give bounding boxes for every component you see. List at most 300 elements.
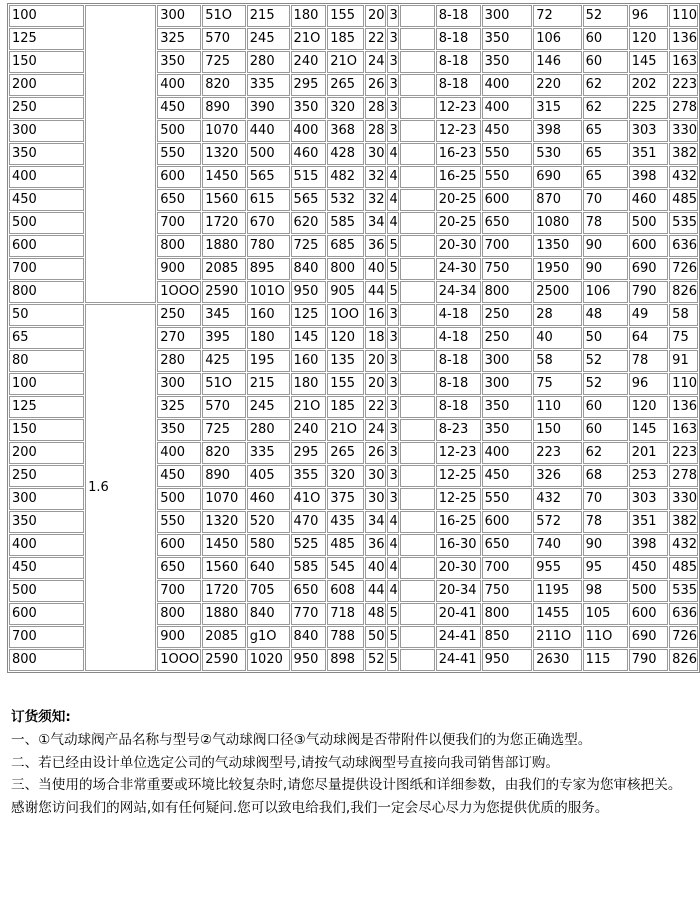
table-cell: 450 [482,465,533,487]
table-cell: 700 [157,580,201,602]
table-cell: 120 [629,396,668,418]
spacer-cell [400,304,435,326]
table-cell: 70 [583,488,628,510]
table-cell: 24 [365,419,386,441]
table-cell: 2085 [202,258,246,280]
table-cell: 1070 [202,120,246,142]
table-cell: 600 [157,166,201,188]
spacer-cell [400,120,435,142]
table-cell: 300 [482,373,533,395]
table-cell: 5 [387,235,399,257]
table-cell: 12-25 [436,488,481,510]
table-cell: 245 [247,396,290,418]
table-cell: 826 [669,281,698,303]
table-cell: 820 [202,442,246,464]
table-cell: 34 [365,511,386,533]
table-cell: 48 [365,603,386,625]
table-cell: 425 [202,350,246,372]
table-cell: 280 [247,51,290,73]
table-cell: 98 [583,580,628,602]
table-cell: 1720 [202,580,246,602]
spacer-cell [400,143,435,165]
table-cell: 550 [482,166,533,188]
table-cell: 12-25 [436,465,481,487]
table-cell: 650 [157,557,201,579]
table-cell: 60 [583,419,628,441]
table-cell: 1560 [202,189,246,211]
table-cell: 58 [533,350,581,372]
table-cell: 565 [291,189,327,211]
table-cell: 1080 [533,212,581,234]
table-cell: 900 [157,626,201,648]
table-cell: 90 [583,258,628,280]
table-cell: 400 [9,534,84,556]
table-cell: 800 [9,649,84,671]
spacer-cell [400,350,435,372]
table-cell: 21O [327,51,364,73]
table-cell: 1350 [533,235,581,257]
table-cell: 320 [327,465,364,487]
table-cell: 3 [387,28,399,50]
table-cell: 3 [387,373,399,395]
table-cell: 180 [291,373,327,395]
table-cell: 3 [387,327,399,349]
table-cell: 636 [669,603,698,625]
spacer-cell [400,166,435,188]
table-cell: 4-18 [436,327,481,349]
table-cell: 840 [291,258,327,280]
table-cell: 3 [387,465,399,487]
table-cell: 155 [327,373,364,395]
table-cell: 278 [669,97,698,119]
table-cell: 726 [669,258,698,280]
table-cell: 51O [202,373,246,395]
table-cell: 788 [327,626,364,648]
pressure-cell [85,5,156,303]
table-cell: 398 [629,166,668,188]
table-cell: 535 [669,580,698,602]
table-cell: 4 [387,166,399,188]
table-cell: 16 [365,304,386,326]
table-cell: 20-25 [436,189,481,211]
table-cell: 303 [629,488,668,510]
table-cell: g1O [247,626,290,648]
table-cell: 68 [583,465,628,487]
spacer-cell [400,235,435,257]
table-cell: 350 [157,51,201,73]
spacer-cell [400,396,435,418]
table-cell: 240 [291,419,327,441]
table-cell: 16-23 [436,143,481,165]
table-cell: 535 [669,212,698,234]
table-cell: 20 [365,5,386,27]
table-cell: 400 [482,97,533,119]
table-cell: 350 [482,419,533,441]
table-cell: 160 [291,350,327,372]
table-cell: 40 [365,557,386,579]
table-cell: 405 [247,465,290,487]
table-cell: 670 [247,212,290,234]
table-cell: 600 [482,189,533,211]
table-cell: 351 [629,143,668,165]
table-cell: 145 [629,419,668,441]
spacer-cell [400,189,435,211]
table-cell: 8-18 [436,396,481,418]
table-cell: 150 [9,419,84,441]
table-cell: 155 [327,5,364,27]
table-cell: 60 [583,28,628,50]
table-cell: 32 [365,189,386,211]
table-cell: 1450 [202,534,246,556]
table-cell: 718 [327,603,364,625]
table-cell: 62 [583,97,628,119]
table-cell: 70 [583,189,628,211]
table-cell: 450 [9,557,84,579]
table-cell: 585 [291,557,327,579]
table-cell: 608 [327,580,364,602]
table-cell: 435 [327,511,364,533]
table-cell: 150 [533,419,581,441]
table-cell: 50 [365,626,386,648]
table-cell: 120 [629,28,668,50]
spacer-cell [400,51,435,73]
table-cell: 125 [9,28,84,50]
table-cell: 90 [583,534,628,556]
table-cell: 1950 [533,258,581,280]
spacer-cell [400,258,435,280]
spacer-cell [400,603,435,625]
table-cell: 28 [533,304,581,326]
table-cell: 740 [533,534,581,556]
table-cell: 690 [629,626,668,648]
table-cell: 790 [629,281,668,303]
table-cell: 650 [482,534,533,556]
table-cell: 1OOO [157,281,201,303]
table-cell: 826 [669,649,698,671]
table-cell: 185 [327,396,364,418]
table-cell: 28 [365,97,386,119]
table-cell: 250 [482,304,533,326]
table-cell: 800 [9,281,84,303]
spacer-cell [400,212,435,234]
table-cell: 20 [365,373,386,395]
table-cell: 1450 [202,166,246,188]
table-cell: 50 [9,304,84,326]
table-cell: 905 [327,281,364,303]
table-cell: 460 [247,488,290,510]
table-cell: 300 [157,373,201,395]
table-cell: 300 [482,350,533,372]
table-cell: 8-18 [436,5,481,27]
table-cell: 78 [629,350,668,372]
table-cell: 8-18 [436,51,481,73]
table-cell: 20-25 [436,212,481,234]
table-cell: 890 [202,465,246,487]
table-cell: 1195 [533,580,581,602]
table-cell: 450 [157,465,201,487]
table-cell: 1455 [533,603,581,625]
table-cell: 500 [629,580,668,602]
table-cell: 2590 [202,649,246,671]
table-cell: 5 [387,258,399,280]
table-cell: 900 [157,258,201,280]
spacer-cell [400,373,435,395]
table-cell: 572 [533,511,581,533]
table-cell: 24 [365,51,386,73]
table-cell: 1320 [202,511,246,533]
table-cell: 3 [387,120,399,142]
table-cell: 8-18 [436,28,481,50]
table-cell: 725 [202,419,246,441]
table-cell: 705 [247,580,290,602]
table-cell: 44 [365,580,386,602]
table-cell: 890 [202,97,246,119]
table-cell: 525 [291,534,327,556]
table-cell: 600 [9,235,84,257]
table-cell: 325 [157,396,201,418]
table-cell: 636 [669,235,698,257]
table-cell: 500 [9,212,84,234]
table-cell: 240 [291,51,327,73]
table-cell: 382 [669,143,698,165]
table-cell: 265 [327,74,364,96]
table-cell: 585 [327,212,364,234]
table-cell: 36 [365,534,386,556]
spacer-cell [400,557,435,579]
table-cell: 515 [291,166,327,188]
table-cell: 90 [583,235,628,257]
table-cell: 650 [157,189,201,211]
table-cell: 253 [629,465,668,487]
table-cell: 21O [291,28,327,50]
table-cell: 62 [583,74,628,96]
table-cell: 485 [327,534,364,556]
table-cell: 650 [291,580,327,602]
table-cell: 1880 [202,235,246,257]
table-cell: 225 [629,97,668,119]
table-cell: 20 [365,350,386,372]
table-cell: 16-30 [436,534,481,556]
table-cell: 400 [482,442,533,464]
table-cell: 350 [482,51,533,73]
table-cell: 96 [629,5,668,27]
table-cell: 78 [583,212,628,234]
table-cell: 200 [9,74,84,96]
table-cell: 8-18 [436,373,481,395]
table-cell: 32 [365,166,386,188]
table-cell: 180 [247,327,290,349]
table-cell: 4 [387,580,399,602]
table-cell: 550 [157,511,201,533]
spacer-cell [400,649,435,671]
table-cell: 201 [629,442,668,464]
table-cell: 223 [669,74,698,96]
table-cell: 428 [327,143,364,165]
table-cell: 100 [9,373,84,395]
table-cell: 330 [669,120,698,142]
table-cell: 1560 [202,557,246,579]
table-cell: 40 [533,327,581,349]
table-cell: 160 [247,304,290,326]
spec-table-container [7,3,700,673]
table-cell: 335 [247,74,290,96]
table-cell: 3 [387,396,399,418]
table-cell: 163 [669,51,698,73]
table-row [9,5,698,27]
table-cell: 315 [533,97,581,119]
table-cell: 24-41 [436,626,481,648]
table-cell: 26 [365,442,386,464]
table-cell: 44 [365,281,386,303]
table-cell: 95 [583,557,628,579]
table-cell: 24-30 [436,258,481,280]
table-cell: 12-23 [436,120,481,142]
table-cell: 110 [533,396,581,418]
table-cell: 41O [291,488,327,510]
table-cell: 3 [387,304,399,326]
table-cell: 432 [533,488,581,510]
table-cell: 550 [482,143,533,165]
table-cell: 950 [291,281,327,303]
table-cell: 640 [247,557,290,579]
table-cell: 28 [365,120,386,142]
table-cell: 350 [157,419,201,441]
table-cell: 4-18 [436,304,481,326]
table-cell: 300 [157,5,201,27]
table-cell: 350 [482,396,533,418]
table-cell: 351 [629,511,668,533]
table-cell: 398 [629,534,668,556]
table-cell: 800 [157,235,201,257]
table-cell: 110 [669,5,698,27]
table-cell: 120 [327,327,364,349]
table-cell: 485 [669,189,698,211]
table-cell: 400 [9,166,84,188]
table-cell: 20-30 [436,557,481,579]
table-cell: 770 [291,603,327,625]
table-cell: 195 [247,350,290,372]
table-cell: 30 [365,465,386,487]
table-cell: 800 [482,603,533,625]
table-cell: 898 [327,649,364,671]
table-cell: 245 [247,28,290,50]
table-cell: 265 [327,442,364,464]
table-cell: 355 [291,465,327,487]
table-cell: 250 [9,465,84,487]
table-cell: 135 [327,350,364,372]
table-cell: 780 [247,235,290,257]
notes-item-3: 三、当使用的场合非常重要或环境比较复杂时,请您尽量提供设计图纸和详细参数，由我们的专家为您审核把关。 [11,777,682,794]
table-cell: 5 [387,281,399,303]
table-cell: 136 [669,396,698,418]
table-cell: 725 [202,51,246,73]
table-cell: 185 [327,28,364,50]
table-cell: 450 [9,189,84,211]
table-cell: 460 [291,143,327,165]
table-cell: 400 [157,442,201,464]
table-cell: 52 [365,649,386,671]
table-cell: 3 [387,5,399,27]
table-cell: 600 [9,603,84,625]
table-cell: 52 [583,5,628,27]
table-cell: 105 [583,603,628,625]
table-cell: 400 [157,74,201,96]
table-cell: 350 [9,511,84,533]
table-cell: 395 [202,327,246,349]
table-cell: 22 [365,28,386,50]
table-cell: 5 [387,649,399,671]
table-cell: 325 [157,28,201,50]
table-cell: 382 [669,511,698,533]
table-cell: 440 [247,120,290,142]
table-cell: 500 [157,120,201,142]
table-cell: 24-34 [436,281,481,303]
table-cell: 700 [9,626,84,648]
table-cell: 870 [533,189,581,211]
table-cell: 110 [669,373,698,395]
table-cell: 12-23 [436,442,481,464]
table-cell: 685 [327,235,364,257]
spacer-cell [400,74,435,96]
table-cell: 64 [629,327,668,349]
table-cell: 96 [629,373,668,395]
table-cell: 62 [583,442,628,464]
table-cell: 60 [583,51,628,73]
table-cell: 20-30 [436,235,481,257]
table-cell: 48 [583,304,628,326]
table-cell: 125 [291,304,327,326]
table-cell: 12-23 [436,97,481,119]
notes-item-1: 一、①气动球阀产品名称与型号②气动球阀口径③气动球阀是否带附件以便我们的为您正确选型。 [11,731,592,748]
table-cell: 850 [482,626,533,648]
table-cell: 211O [533,626,581,648]
notes-item-2: 二、若已经由设计单位选定公司的气动球阀型号,请按气动球阀型号直接向我司销售部订购。 [11,754,560,771]
table-cell: 49 [629,304,668,326]
table-cell: 725 [291,235,327,257]
table-cell: 34 [365,212,386,234]
table-cell: 250 [9,97,84,119]
table-cell: 106 [583,281,628,303]
table-cell: 790 [629,649,668,671]
table-cell: 650 [482,212,533,234]
table-cell: 50 [583,327,628,349]
table-cell: 300 [482,5,533,27]
notes-heading: 订货须知: [11,709,71,725]
table-cell: 40 [365,258,386,280]
spacer-cell [400,442,435,464]
table-cell: 1OOO [157,649,201,671]
table-cell: 91 [669,350,698,372]
table-cell: 270 [157,327,201,349]
table-cell: 145 [629,51,668,73]
table-cell: 72 [533,5,581,27]
table-cell: 22 [365,396,386,418]
table-cell: 620 [291,212,327,234]
table-cell: 3 [387,442,399,464]
table-cell: 1880 [202,603,246,625]
ordering-notes [11,706,691,820]
table-cell: 5 [387,603,399,625]
table-cell: 955 [533,557,581,579]
table-cell: 580 [247,534,290,556]
table-cell: 520 [247,511,290,533]
table-cell: 60 [583,396,628,418]
table-cell: 432 [669,534,698,556]
table-cell: 220 [533,74,581,96]
spacer-cell [400,327,435,349]
spacer-cell [400,28,435,50]
table-cell: 4 [387,189,399,211]
